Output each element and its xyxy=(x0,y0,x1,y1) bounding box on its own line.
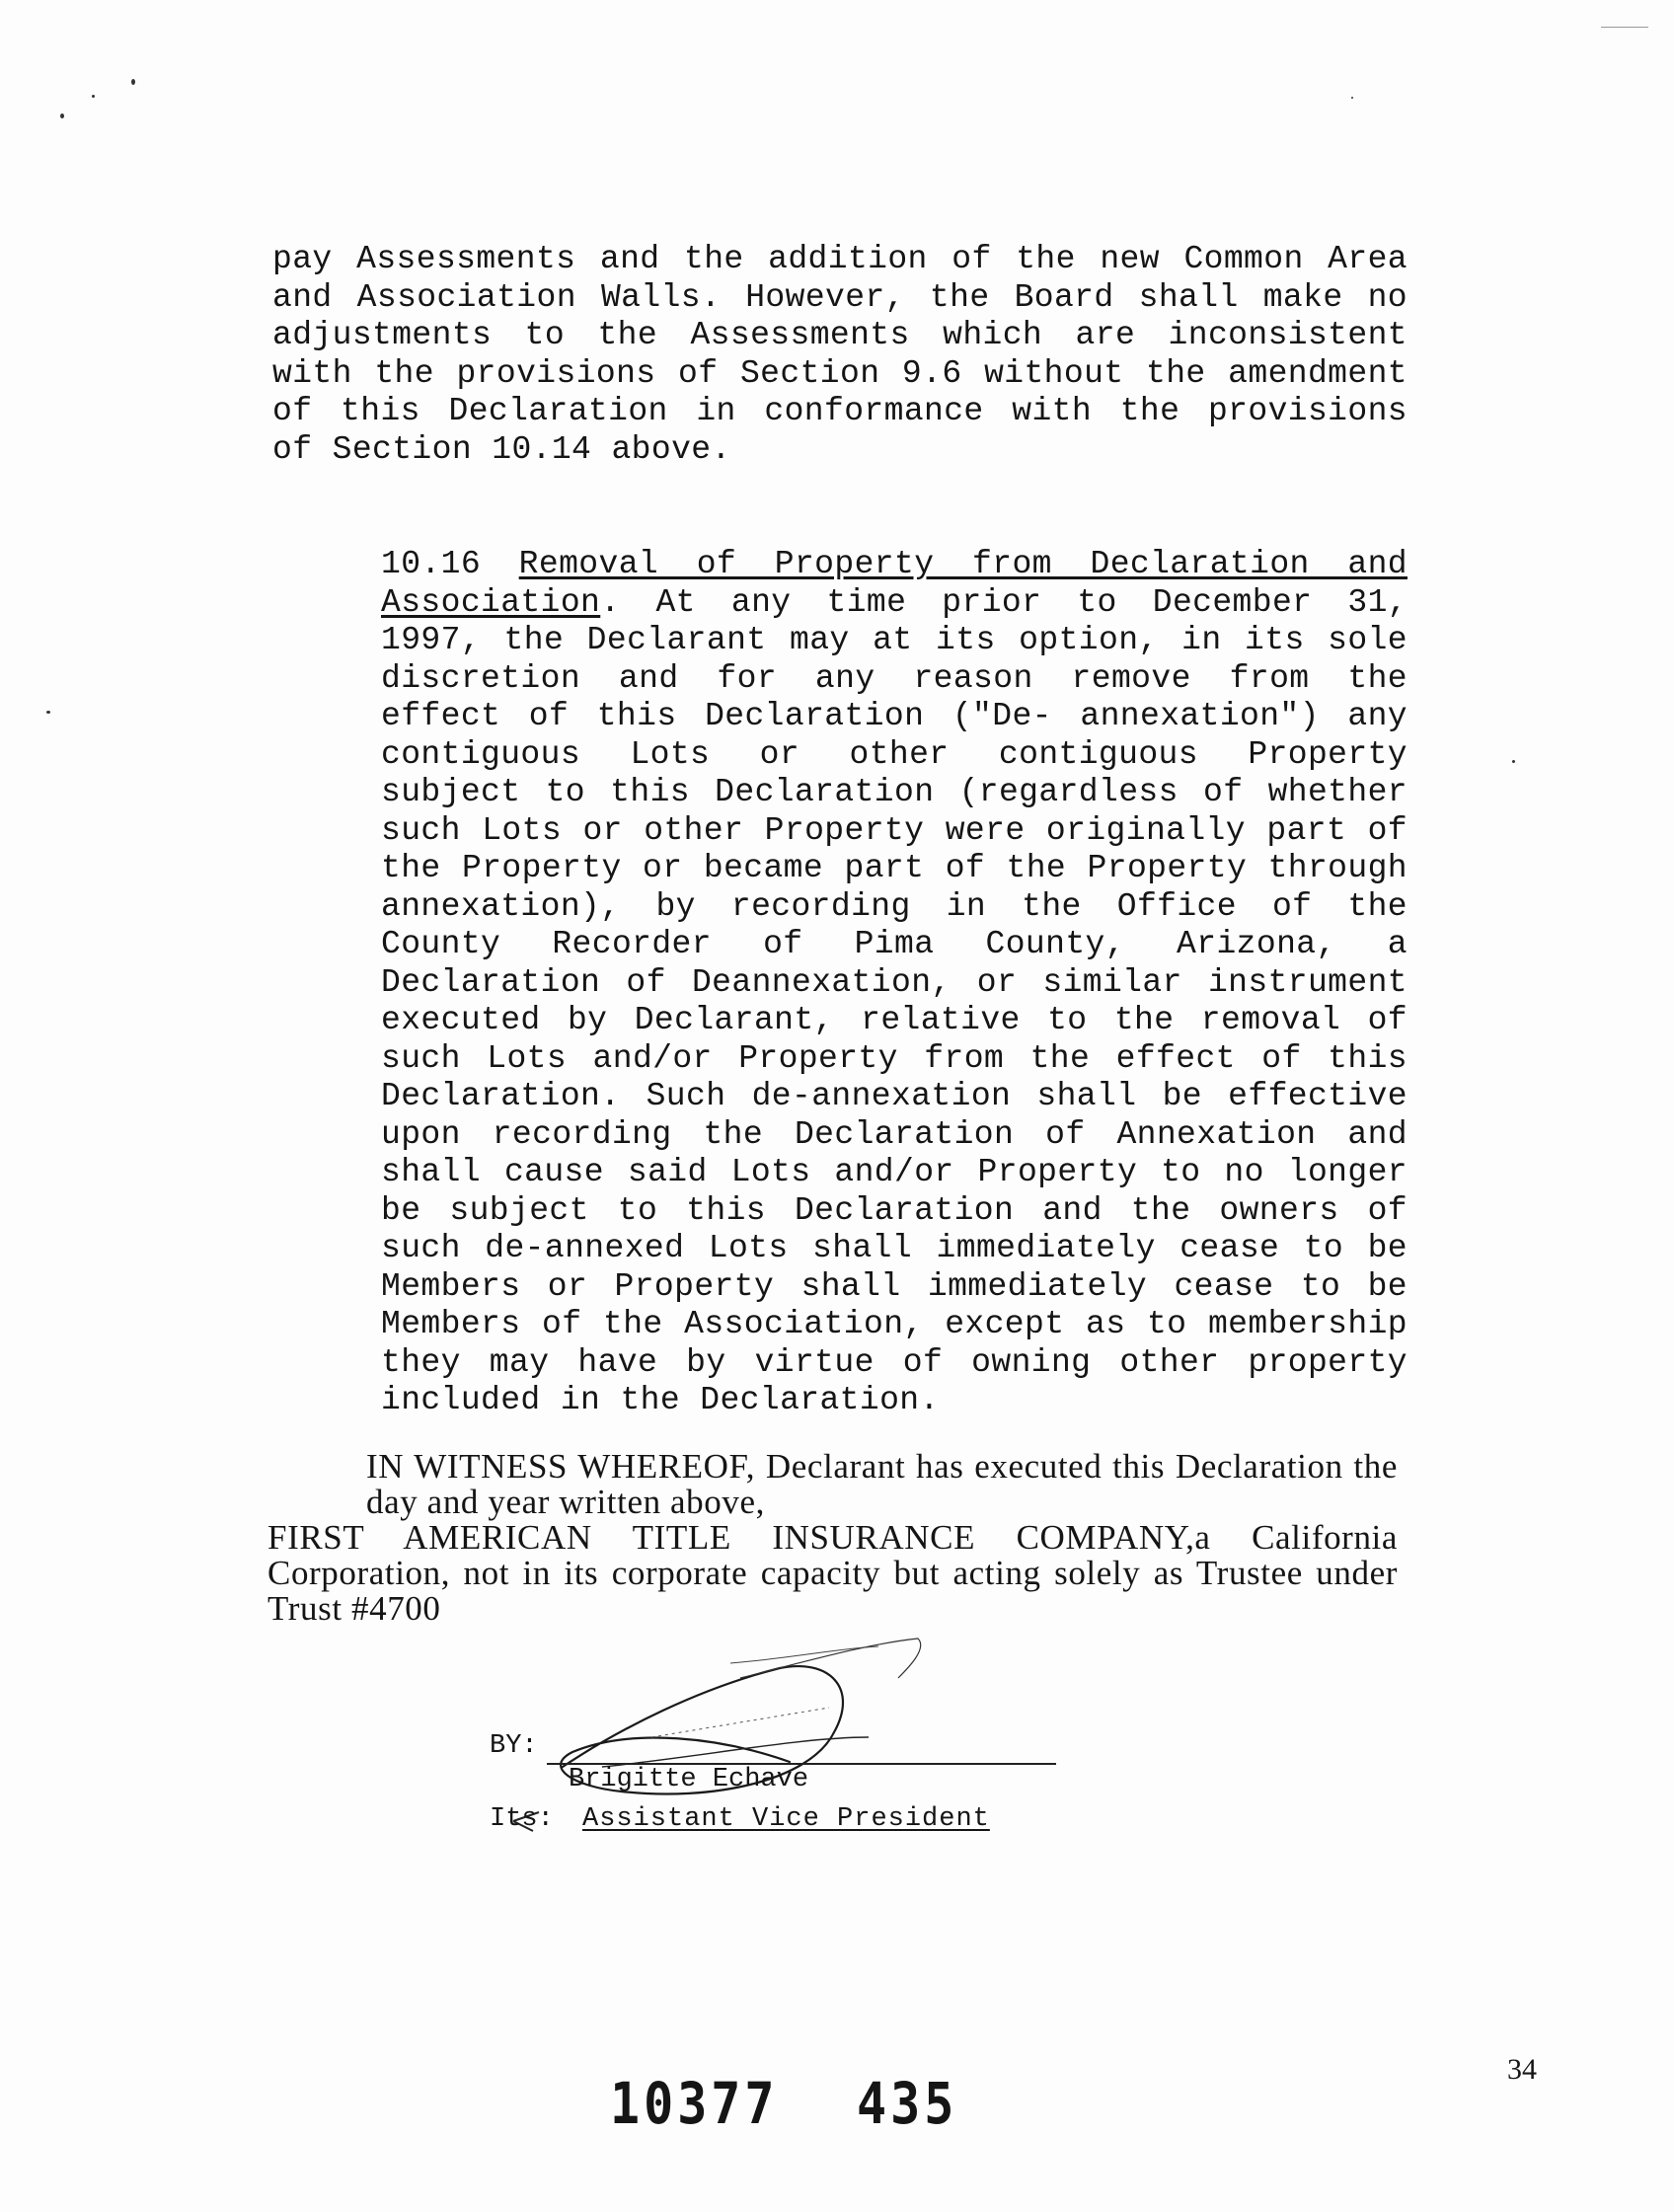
scan-speck xyxy=(1512,760,1515,763)
recording-book-number: 10377 xyxy=(610,2071,779,2137)
signature-block xyxy=(490,1725,1102,1854)
scan-speck xyxy=(60,114,64,118)
scan-speck xyxy=(46,711,50,714)
scan-speck xyxy=(1351,97,1353,99)
paragraph-1-text: pay Assessments and the addition of the new Common Area and Association Walls. However, the Board shall make no adjustments to the Assessments which are inconsistent with the provisions of Section 9.6 without the amendment of this Declaration in conformance with the provisions of Section 10.14 above. xyxy=(272,241,1408,468)
paragraph-assessments xyxy=(272,241,1408,469)
paragraph-2-text: . At any time prior to December 31, 1997, the Declarant may at its option, in its sole discretion and for any reason remove from the effect of this Declaration ("De- annexation") any contiguous Lots or other contiguous Property subject to this Declaration (regardless of whether such Lots or other Property were originally part of the Property or became part of the Property through annexation), by recording in the Office of the County Recorder of Pima County, Arizona, a Declaration of Deannexation, or similar instrument executed by Declarant, relative to the removal of such Lots and/or Property from the effect of this Declaration. Such de-annexation shall be effective upon recording the Declaration of Annexation and shall cause said Lots and/or Property to no longer be subject to this Declaration and the owners of such de-annexed Lots shall immediately cease to be Members or Property shall immediately cease to be Members of the Association, except as to membership they may have by virtue of owning other property included in the Declaration. xyxy=(381,583,1408,1418)
paragraph-section-10-16 xyxy=(272,546,1408,1420)
trustee-statement: FIRST AMERICAN TITLE INSURANCE COMPANY,a California Corporation, not in its corporate capacity but acting solely as Trustee under Trust #4700 xyxy=(267,1518,1398,1628)
scan-speck xyxy=(131,79,135,85)
witness-statement: IN WITNESS WHEREOF, Declarant has executed this Declaration the day and year written above, xyxy=(366,1447,1398,1521)
recording-page-number: 435 xyxy=(857,2071,958,2137)
its-label: Its: xyxy=(490,1804,554,1834)
witness-clause xyxy=(267,1449,1398,1627)
scan-edge-mark xyxy=(1601,27,1648,28)
signer-name: Brigitte Echave xyxy=(569,1765,809,1794)
by-label: BY: xyxy=(490,1731,538,1761)
scan-speck xyxy=(92,95,95,98)
signer-title: Assistant Vice President xyxy=(582,1804,990,1834)
section-heading: Removal of Property from Declaration and Association xyxy=(381,546,1408,621)
section-number: 10.16 xyxy=(381,546,482,582)
page-number: 34 xyxy=(1507,2053,1537,2086)
